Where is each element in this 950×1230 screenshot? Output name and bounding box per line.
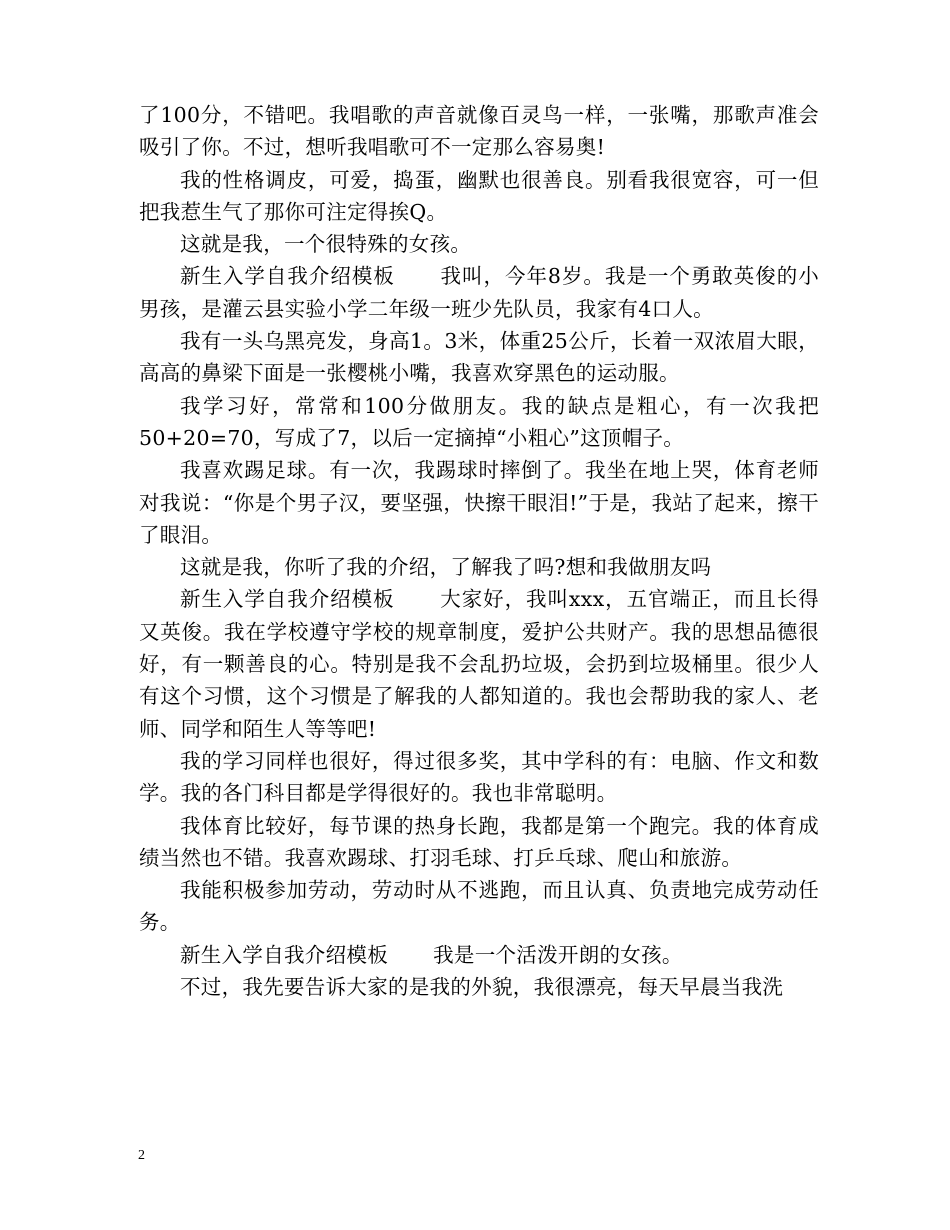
paragraph <box>139 454 819 551</box>
page-number: 2 <box>138 1148 145 1163</box>
paragraph <box>139 325 819 390</box>
paragraph-text: 我的性格调皮，可爱，捣蛋，幽默也很善良。别看我很宽容，可一但把我惹生气了那你可注定得挨Q。 <box>139 167 819 224</box>
document-body <box>139 99 819 1003</box>
section-heading: 新生入学自我介绍模板 <box>180 264 395 289</box>
paragraph-text: 不过，我先要告诉大家的是我的外貌，我很漂亮，每天早晨当我洗 <box>180 975 784 1000</box>
paragraph-text: 我是一个活泼开朗的女孩。 <box>433 942 683 967</box>
paragraph <box>139 971 819 1003</box>
paragraph-text: 了100分，不错吧。我唱歌的声音就像百灵鸟一样，一张嘴，那歌声准会吸引了你。不过，想听我唱歌可不一定那么容易奥! <box>139 103 819 160</box>
paragraph <box>139 260 819 325</box>
paragraph-text: 我体育比较好，每节课的热身长跑，我都是第一个跑完。我的体育成绩当然也不错。我喜欢踢球、打羽毛球、打乒乓球、爬山和旅游。 <box>139 813 819 870</box>
paragraph-text: 我的学习同样也很好，得过很多奖，其中学科的有：电脑、作文和数学。我的各门科目都是学得很好的。我也非常聪明。 <box>139 748 819 806</box>
paragraph <box>139 745 819 810</box>
paragraph-text: 我喜欢踢足球。有一次，我踢球时摔倒了。我坐在地上哭，体育老师对我说：“你是个男子汉，要坚强，快擦干眼泪!”于是，我站了起来，擦干了眼泪。 <box>139 458 819 547</box>
paragraph-text: 我能积极参加劳动，劳动时从不逃跑，而且认真、负责地完成劳动任务。 <box>139 878 819 935</box>
paragraph <box>139 810 819 875</box>
paragraph <box>139 390 819 455</box>
paragraph-text: 我有一头乌黑亮发，身高1。3米，体重25公斤，长着一双浓眉大眼，高高的鼻梁下面是一张樱桃小嘴，我喜欢穿黑色的运动服。 <box>139 329 819 386</box>
paragraph-text: 我叫，今年8岁。我是一个勇敢英俊的小男孩，是灌云县实验小学二年级一班少先队员，我家有4口人。 <box>139 264 820 321</box>
paragraph <box>139 228 819 260</box>
paragraph <box>139 874 819 939</box>
paragraph <box>139 551 819 583</box>
paragraph-text: 这就是我，你听了我的介绍，了解我了吗?想和我做朋友吗 <box>180 555 712 580</box>
section-heading: 新生入学自我介绍模板 <box>180 587 395 612</box>
paragraph-text: 大家好，我叫xxx，五官端正，而且长得又英俊。我在学校遵守学校的规章制度，爱护公共财产。我的思想品德很好，有一颗善良的心。特别是我不会乱扔垃圾，会扔到垃圾桶里。很少人有这个习惯，这个习惯是了解我的人都知道的。我也会帮助我的家人、老师、同学和陌生人等等吧! <box>139 587 820 741</box>
section-heading: 新生入学自我介绍模板 <box>180 942 388 967</box>
paragraph <box>139 164 819 229</box>
paragraph <box>139 99 819 164</box>
paragraph-text: 这就是我，一个很特殊的女孩。 <box>180 232 472 257</box>
paragraph <box>139 583 819 744</box>
paragraph <box>139 939 819 971</box>
paragraph-text: 我学习好，常常和100分做朋友。我的缺点是粗心，有一次我把50+20=70，写成了7，以后一定摘掉“小粗心”这顶帽子。 <box>139 393 819 450</box>
